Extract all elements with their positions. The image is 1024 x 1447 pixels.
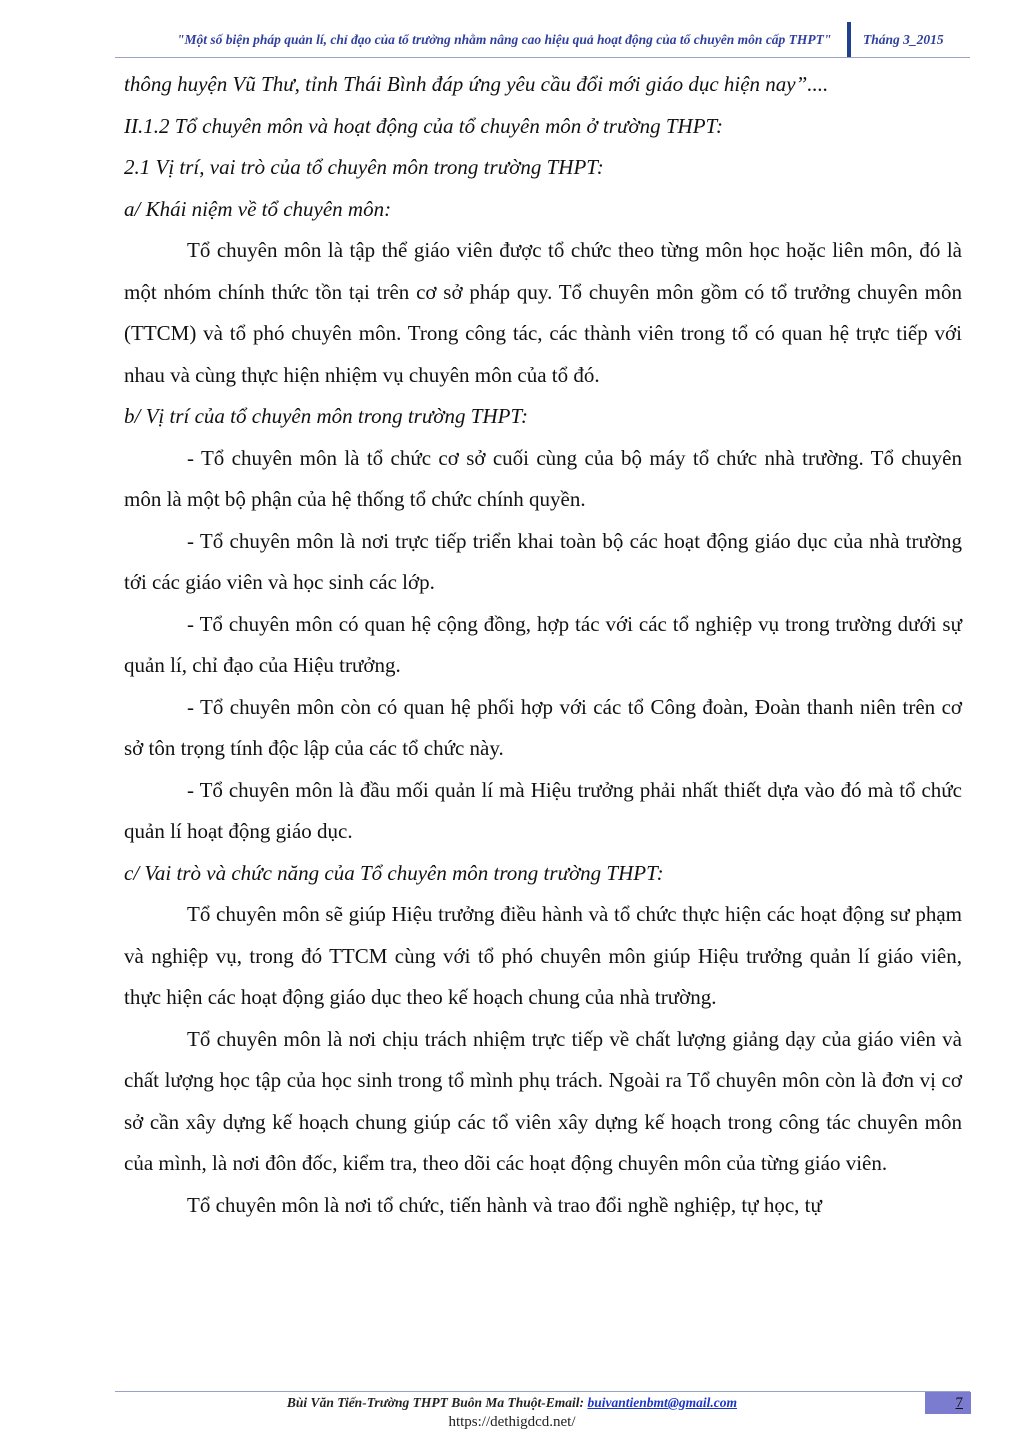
section-heading: II.1.2 Tổ chuyên môn và hoạt động của tổ chuyên môn ở trường THPT: (124, 113, 724, 138)
subheading-a: a/ Khái niệm về tổ chuyên môn: (124, 196, 392, 221)
page-number-badge (925, 1392, 971, 1414)
footer-author (0, 1395, 1024, 1411)
bullet-paragraph: - Tổ chuyên môn còn có quan hệ phối hợp với các tổ Công đoàn, Đoàn thanh niên trên cơ sở tôn trọng tính độc lập của các tổ chức này. (124, 694, 962, 760)
footer-url[interactable]: https://dethigdcd.net/ (448, 1414, 576, 1430)
header-rule (115, 57, 970, 58)
paragraph: Tổ chuyên môn là nơi tổ chức, tiến hành và trao đổi nghề nghiệp, tự học, tự (187, 1192, 822, 1217)
footer-rule (115, 1391, 970, 1392)
page-header (115, 22, 970, 58)
paragraph: Tổ chuyên môn là nơi chịu trách nhiệm trực tiếp về chất lượng giảng dạy của giáo viên và chất lượng học tập của học sinh trong tổ mình phụ trách. Ngoài ra Tổ chuyên môn còn là đơn vị cơ sở cần xây dựng kế hoạch chung giúp các tổ viên xây dựng kế hoạch trong công tác chuyên môn của mình, là nơi đôn đốc, kiểm tra, theo dõi các hoạt động chuyên môn của từng giáo viên. (124, 1026, 962, 1175)
page-number: 7 (955, 1395, 963, 1411)
bullet-paragraph: - Tổ chuyên môn là đầu mối quản lí mà Hiệu trưởng phải nhất thiết dựa vào đó mà tổ chức quản lí hoạt động giáo dục. (124, 777, 962, 843)
continued-line: thông huyện Vũ Thư, tỉnh Thái Bình đáp ứng yêu cầu đổi mới giáo dục hiện nay”.... (124, 72, 829, 96)
footer-email-link[interactable]: buivantienbmt@gmail.com (587, 1395, 738, 1410)
document-body (124, 64, 962, 1226)
bullet-paragraph: - Tổ chuyên môn là tổ chức cơ sở cuối cùng của bộ máy tổ chức nhà trường. Tổ chuyên môn là một bộ phận của hệ thống tổ chức chính quyền. (124, 445, 962, 511)
bullet-paragraph: - Tổ chuyên môn là nơi trực tiếp triển khai toàn bộ các hoạt động giáo dục của nhà trường tới các giáo viên và học sinh các lớp. (124, 528, 962, 594)
paragraph: Tổ chuyên môn sẽ giúp Hiệu trưởng điều hành và tổ chức thực hiện các hoạt động sư phạm và nghiệp vụ, trong đó TTCM cùng với tổ phó chuyên môn giúp Hiệu trưởng quản lí giáo viên, thực hiện các hoạt động giáo dục theo kế hoạch chung của nhà trường. (124, 902, 962, 1009)
header-title: "Một số biện pháp quản lí, chỉ đạo của tổ trưởng nhằm nâng cao hiệu quả hoạt động của tổ chuyên môn cấp THPT" (177, 32, 832, 47)
header-separator (847, 22, 851, 58)
bullet-paragraph: - Tổ chuyên môn có quan hệ cộng đồng, hợp tác với các tổ nghiệp vụ trong trường dưới sự quản lí, chỉ đạo của Hiệu trưởng. (124, 611, 962, 677)
header-date: Tháng 3_2015 (863, 32, 944, 47)
subheading-c: c/ Vai trò và chức năng của Tổ chuyên môn trong trường THPT: (124, 860, 664, 885)
subsection-heading: 2.1 Vị trí, vai trò của tổ chuyên môn trong trường THPT: (124, 155, 604, 179)
footer-author-text: Bùi Văn Tiến-Trường THPT Buôn Ma Thuột-Email: (286, 1395, 588, 1410)
subheading-b: b/ Vị trí của tổ chuyên môn trong trường THPT: (124, 404, 528, 428)
paragraph: Tổ chuyên môn là tập thể giáo viên được tổ chức theo từng môn học hoặc liên môn, đó là một nhóm chính thức tồn tại trên cơ sở pháp quy. Tổ chuyên môn gồm có tổ trưởng chuyên môn (TTCM) và tổ phó chuyên môn. Trong công tác, các thành viên trong tổ có quan hệ trực tiếp với nhau và cùng thực hiện nhiệm vụ chuyên môn của tổ đó. (124, 238, 962, 387)
